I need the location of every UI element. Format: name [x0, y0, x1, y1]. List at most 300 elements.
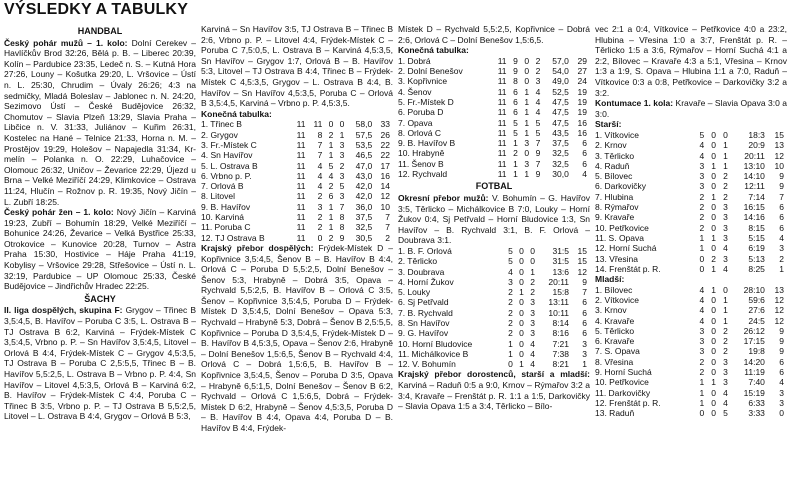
table-row	[595, 264, 787, 274]
stat-cell: 4	[317, 170, 323, 181]
stat-cell: 13:10	[743, 160, 765, 171]
table-row	[201, 171, 393, 181]
team-name-cell: 12. TJ Ostrava B	[201, 232, 265, 243]
stat-cell: 4	[535, 96, 541, 107]
team-name-cell: 3. Kopřivnice	[398, 76, 448, 87]
stat-cell: 9	[779, 336, 784, 347]
table-row	[595, 326, 787, 336]
stat-cell: 5	[723, 408, 728, 419]
stat-cell: 6	[582, 148, 587, 159]
stat-cell: 5	[508, 245, 513, 256]
stat-cell: 43,5	[552, 127, 569, 138]
team-name-cell: 10. Petřkovice	[595, 377, 649, 388]
text-chess-regional: Frýdek-Místek D – Kopřivnice 3,5:4,5, Šenov B – B. Havířov B 4:4, Orlová C – Poruba D 5,5:2,5, Dolní Benešov – Šenov 5:3, Hrabyně – Dobrá 3:5, Opava – Rychvald 5,5:2,5, B. Havířov B – Orlová C 3:5, Šenov – Kopřivnice 3,5:4,5, Poruba D – Frýdek-Místek D 3,5:4,5, Dolní Benešov – Opava 5:3, Rychvald – Hrabyně 5:3, Dobrá – Šenov B 2,5:5,5, Kopřivnice – Poruba D 3,5:4,5, Frýdek-Místek D – B. Havířov B 4,5:3,5, Opava – Šenov 2:6, Hrabyně – Dolní Benešov 1,5:6,5, Šenov B – Rychvald 4:4, Orlová C – Dobrá 1,5:6,5, B. Havířov B – Kopřivnice 3,5:4,5, Šenov – Poruba D 3:5, Opava – Hrabyně 6,5:1,5, Dolní Benešov – Šenov B 6:2, Rychvald – Orlová C 1,5:6,5, Dobrá – Frýdek-Místek D 6:2, Hrabyně – Šenov 4,5:3,5, Poruba D – B. Havířov B 4:4, Opava 4:4, Poruba D – B. Havířov B 4:4, Frýdek-	[201, 242, 393, 433]
stat-cell: 1	[524, 117, 530, 128]
stat-cell: 0	[711, 408, 716, 419]
stat-cell: 2	[723, 325, 728, 336]
stat-cell: 6	[582, 307, 587, 318]
stat-cell: 0	[519, 245, 524, 256]
stat-cell: 4	[530, 338, 536, 349]
stat-cell: 3	[779, 243, 784, 254]
team-name-cell: 6. Sj Petřvald	[398, 297, 449, 308]
table-row	[398, 256, 590, 266]
table-row	[595, 171, 787, 181]
stat-cell: 8:14	[552, 317, 570, 328]
stat-cell: 22	[380, 150, 390, 161]
lead-football-youth: Krajský přebor dorostenců, starší a mladší:	[398, 369, 590, 380]
table-row	[398, 339, 590, 349]
stat-cell: 10	[774, 160, 784, 171]
lead-forfeit: Kontumace 1. kola:	[595, 98, 674, 109]
stat-cell: 8	[513, 76, 518, 87]
stat-cell: 33	[380, 119, 390, 130]
table-row	[398, 97, 590, 107]
stat-cell: 11	[296, 129, 306, 140]
stat-cell: 0	[711, 171, 716, 182]
team-name-cell: 2. Dolní Benešov	[398, 66, 463, 77]
standings-table-football-district	[398, 246, 590, 370]
table-row	[595, 367, 787, 377]
stat-cell: 16	[577, 117, 587, 128]
paragraph-football-district	[398, 193, 590, 246]
standings-table-older	[595, 130, 787, 274]
stat-cell: 13	[774, 284, 784, 295]
table-row	[398, 349, 590, 359]
stat-cell: 9	[779, 325, 784, 336]
stat-cell: 5	[535, 127, 541, 138]
table-heading-chess-league: Konečná tabulka:	[201, 108, 272, 119]
stat-cell: 37,5	[355, 212, 373, 223]
table-row	[398, 148, 590, 158]
stat-cell: 19	[577, 86, 587, 97]
column-2	[201, 24, 393, 476]
stat-cell: 4	[317, 181, 323, 192]
stat-cell: 3	[582, 338, 587, 349]
stat-cell: 11	[497, 86, 507, 97]
stat-cell: 2	[723, 171, 728, 182]
stat-cell: 0	[519, 328, 524, 339]
table-row	[595, 192, 787, 202]
stat-cell: 11	[296, 222, 306, 233]
stat-cell: 11	[497, 66, 507, 77]
table-row	[595, 285, 787, 295]
stat-cell: 3	[723, 377, 728, 388]
stat-cell: 6	[582, 158, 587, 169]
team-name-cell: 7. Hlubina	[595, 191, 634, 202]
stat-cell: 14	[380, 181, 390, 192]
team-name-cell: 11. Šenov B	[398, 158, 444, 169]
team-name-cell: 12. Horní Suchá	[595, 243, 657, 254]
table-row	[595, 130, 787, 140]
stat-cell: 11	[313, 119, 323, 130]
standings-table-chess-regional	[398, 56, 590, 180]
stat-cell: 5	[513, 117, 518, 128]
stat-cell: 2	[535, 55, 541, 66]
lead-chess-league: II. liga dospělých, skupina F:	[4, 305, 123, 316]
stat-cell: 9	[513, 55, 518, 66]
stat-cell: 1	[328, 212, 334, 223]
stat-cell: 0	[711, 222, 716, 233]
stat-cell: 1	[519, 359, 524, 370]
team-name-cell: 1. Vítkovice	[595, 129, 639, 140]
table-row	[201, 222, 393, 232]
stat-cell: 20:11	[744, 150, 765, 161]
stat-cell: 1	[519, 287, 524, 298]
stat-cell: 57,5	[355, 129, 373, 140]
stat-cell: 3	[723, 253, 728, 264]
column-1	[4, 24, 196, 476]
table-row	[595, 408, 787, 418]
table-row	[595, 295, 787, 305]
stat-cell: 3	[723, 202, 728, 213]
stat-cell: 31:5	[552, 245, 570, 256]
stat-cell: 47,5	[552, 96, 569, 107]
stat-cell: 5	[508, 256, 513, 267]
stat-cell: 28:10	[743, 284, 765, 295]
stat-cell: 16	[577, 127, 587, 138]
stat-cell: 2	[535, 66, 541, 77]
stat-cell: 3	[699, 171, 705, 182]
team-name-cell: 11. Poruba C	[201, 222, 251, 233]
stat-cell: 5:13	[748, 253, 765, 264]
team-name-cell: 14. Frenštát p. R.	[595, 263, 661, 274]
stat-cell: 47,5	[552, 107, 569, 118]
section-heading-sachy: ŠACHY	[84, 293, 116, 304]
stat-cell: 0	[711, 140, 716, 151]
table-row	[595, 223, 787, 233]
stat-cell: 7	[779, 191, 784, 202]
stat-cell: 1	[711, 263, 716, 274]
stat-cell: 1	[328, 201, 334, 212]
stat-cell: 0	[723, 284, 728, 295]
stat-cell: 9	[779, 171, 784, 182]
stat-cell: 0	[519, 297, 524, 308]
team-name-cell: 9. B. Havířov B	[398, 138, 456, 149]
stat-cell: 6	[513, 86, 518, 97]
team-name-cell: 11. Darkovičky	[595, 387, 651, 398]
stat-cell: 3	[530, 317, 536, 328]
table-row	[595, 202, 787, 212]
stat-cell: 0	[711, 336, 716, 347]
stat-cell: 42,0	[355, 191, 373, 202]
stat-cell: 6	[513, 96, 518, 107]
stat-cell: 59:6	[748, 294, 765, 305]
table-row	[398, 328, 590, 338]
stat-cell: 19:8	[748, 346, 765, 357]
stat-cell: 0	[711, 243, 716, 254]
table-row	[398, 287, 590, 297]
stat-cell: 0	[779, 408, 784, 419]
team-name-cell: 4. Kravaře	[595, 315, 635, 326]
stat-cell: 3	[339, 191, 345, 202]
stat-cell: 22	[380, 139, 390, 150]
team-name-cell: 3. Těrlicko	[595, 150, 635, 161]
stat-cell: 3	[317, 201, 323, 212]
stat-cell: 6	[779, 356, 784, 367]
team-name-cell: 7. S. Opava	[595, 346, 640, 357]
stat-cell: 11	[296, 201, 306, 212]
stat-cell: 7	[535, 158, 541, 169]
stat-cell: 14:10	[743, 171, 765, 182]
stat-cell: 17:15	[743, 336, 765, 347]
team-name-cell: 4. Sn Havířov	[201, 150, 253, 161]
stat-cell: 11	[497, 138, 507, 149]
team-name-cell: 13. Raduň	[595, 408, 635, 419]
stat-cell: 7	[535, 138, 541, 149]
stat-cell: 2	[339, 160, 345, 171]
stat-cell: 4	[699, 294, 705, 305]
stat-cell: 1	[524, 96, 530, 107]
stat-cell: 7	[385, 212, 390, 223]
table-row	[398, 246, 590, 256]
stat-cell: 6	[779, 212, 784, 223]
stat-cell: 2	[317, 222, 323, 233]
stat-cell: 4	[723, 397, 728, 408]
stat-cell: 1	[723, 315, 728, 326]
stat-cell: 12	[577, 266, 587, 277]
paragraph-football-youth	[398, 369, 590, 411]
stat-cell: 32,5	[355, 222, 373, 233]
stat-cell: 0	[711, 346, 716, 357]
stat-cell: 3	[524, 138, 530, 149]
stat-cell: 19	[577, 96, 587, 107]
team-name-cell: 12. V. Bohumín	[398, 359, 456, 370]
stat-cell: 8	[339, 222, 345, 233]
stat-cell: 0	[711, 367, 716, 378]
stat-cell: 9	[513, 66, 518, 77]
stat-cell: 3	[339, 150, 345, 161]
stat-cell: 1	[711, 232, 716, 243]
team-name-cell: 3. Krnov	[595, 305, 627, 316]
stat-cell: 1	[699, 243, 705, 254]
stat-cell: 2	[508, 328, 513, 339]
stat-cell: 1	[339, 129, 345, 140]
stat-cell: 3	[723, 356, 728, 367]
paragraph-chess-regional	[201, 243, 393, 434]
stat-cell: 11	[497, 55, 507, 66]
table-row	[201, 161, 393, 171]
stat-cell: 0	[711, 150, 716, 161]
stat-cell: 15:19	[743, 387, 765, 398]
stat-cell: 4	[723, 263, 728, 274]
stat-cell: 2	[508, 317, 513, 328]
stat-cell: 57,0	[552, 55, 569, 66]
stat-cell: 12	[774, 315, 784, 326]
table-row	[398, 87, 590, 97]
stat-cell: 0	[711, 325, 716, 336]
table-row	[398, 159, 590, 169]
team-name-cell: 9. Kravaře	[595, 212, 635, 223]
stat-cell: 3	[699, 325, 705, 336]
table-row	[595, 243, 787, 253]
table-row	[201, 181, 393, 191]
table-row	[595, 346, 787, 356]
column-4	[595, 24, 787, 476]
stat-cell: 0	[699, 253, 705, 264]
stat-cell: 4	[530, 359, 536, 370]
stat-cell: 0	[711, 305, 716, 316]
stat-cell: 0	[530, 256, 536, 267]
table-row	[201, 119, 393, 129]
table-heading-younger: Mladší:	[595, 274, 625, 285]
table-row	[398, 128, 590, 138]
stat-cell: 4	[582, 169, 587, 180]
stat-cell: 1	[508, 348, 513, 359]
team-name-cell: 12. Rychvald	[398, 169, 448, 180]
stat-cell: 3	[723, 367, 728, 378]
stat-cell: 7	[582, 287, 587, 298]
stat-cell: 9	[535, 148, 541, 159]
team-name-cell: 9. Horní Suchá	[595, 367, 652, 378]
stat-cell: 1	[582, 359, 587, 370]
stat-cell: 8	[317, 129, 323, 140]
stat-cell: 9	[339, 232, 345, 243]
team-name-cell: 8. Rýmařov	[595, 202, 639, 213]
stat-cell: 11	[497, 107, 507, 118]
stat-cell: 4	[699, 284, 705, 295]
stat-cell: 1	[513, 138, 518, 149]
stat-cell: 1	[711, 284, 716, 295]
stat-cell: 54,0	[552, 66, 569, 77]
stat-cell: 11	[497, 127, 507, 138]
stat-cell: 0	[723, 129, 728, 140]
team-name-cell: 2. Vítkovice	[595, 294, 639, 305]
stat-cell: 13:11	[548, 297, 570, 308]
stat-cell: 3	[699, 181, 705, 192]
stat-cell: 37,5	[552, 138, 569, 149]
stat-cell: 3	[723, 222, 728, 233]
stat-cell: 27	[577, 66, 587, 77]
stat-cell: 11	[296, 150, 306, 161]
stat-cell: 0	[524, 66, 530, 77]
stat-cell: 6	[582, 138, 587, 149]
stat-cell: 5:15	[748, 232, 765, 243]
stat-cell: 6:19	[748, 243, 765, 254]
stat-cell: 6	[779, 202, 784, 213]
text-football-youth: Karviná – Raduň 0:5 a 9:0, Krnov – Rýmařov 3:2 a 3:4, Kravaře – Frenštát p. R. 1:1 a 1:5, Darkovičky – Slavia Opava 1:5 a 3:4, Těrlicko – Bílo-	[398, 380, 590, 412]
stat-cell: 0	[519, 256, 524, 267]
table-heading-chess-regional: Konečná tabulka:	[398, 45, 469, 56]
team-name-cell: 7. B. Rychvald	[398, 307, 453, 318]
stat-cell: 13:6	[552, 266, 570, 277]
table-row	[398, 76, 590, 86]
table-row	[201, 191, 393, 201]
stat-cell: 0	[508, 359, 513, 370]
stat-cell: 7:38	[552, 348, 570, 359]
table-row	[398, 308, 590, 318]
table-row	[398, 56, 590, 66]
stat-cell: 1	[530, 266, 536, 277]
stat-cell: 11	[296, 139, 306, 150]
stat-cell: 31:5	[552, 256, 570, 267]
stat-cell: 11	[296, 232, 306, 243]
team-name-cell: 4. Horní Žukov	[398, 276, 454, 287]
stat-cell: 6	[582, 317, 587, 328]
lead-chess-regional: Krajský přebor dospělých:	[201, 242, 314, 253]
table-row	[595, 305, 787, 315]
stat-cell: 12	[774, 294, 784, 305]
stat-cell: 7:14	[748, 191, 765, 202]
stat-cell: 2	[508, 287, 513, 298]
table-row	[595, 181, 787, 191]
stat-cell: 4	[699, 140, 705, 151]
stat-cell: 3	[535, 76, 541, 87]
table-row	[398, 107, 590, 117]
table-row	[398, 118, 590, 128]
stat-cell: 2	[723, 336, 728, 347]
stat-cell: 1	[699, 387, 705, 398]
team-name-cell: 1. Bílovec	[595, 284, 633, 295]
stat-cell: 2	[723, 181, 728, 192]
paragraph-chess-regional-cont: Místek D – Rychvald 5,5:2,5, Kopřivnice – Dobrá 2:6, Orlová C – Dolní Benešov 1,5:6,5.	[398, 24, 590, 45]
stat-cell: 5	[535, 117, 541, 128]
stat-cell: 7:21	[552, 338, 570, 349]
stat-cell: 11	[497, 169, 507, 180]
stat-cell: 0	[711, 294, 716, 305]
stat-cell: 11	[296, 212, 306, 223]
stat-cell: 7	[317, 150, 323, 161]
team-name-cell: 4. Šenov	[398, 86, 432, 97]
lead-football-district: Okresní přebor mužů:	[398, 192, 489, 203]
table-row	[595, 161, 787, 171]
stat-cell: 2	[530, 287, 536, 298]
team-name-cell: 6. Darkovičky	[595, 181, 647, 192]
table-row	[595, 254, 787, 264]
stat-cell: 30,5	[355, 232, 373, 243]
stat-cell: 1	[711, 191, 716, 202]
stat-cell: 0	[711, 387, 716, 398]
table-row	[398, 318, 590, 328]
stat-cell: 53,5	[355, 139, 373, 150]
stat-cell: 8:15	[748, 222, 765, 233]
stat-cell: 11	[296, 191, 306, 202]
text-cup-women: Nový Jičín – Karviná 19:23, Zubří – Bohumín 18:29, Velké Meziříčí – Bohunice 24:26, Ževarice – Velká Bystřice 25:33, Otrokovice – Kunovice 20:28, Turnov – Astra Praha 15:30, Hostivice – Háje Praha 41:19, Kobylisy – Vršovice 29:28, Střešovice – Ústí n. L. 32:19, Pardubice – UP Olomouc 25:33, České Budějovice – Jindřichův Hradec 22:25.	[4, 207, 196, 292]
stat-cell: 3	[723, 232, 728, 243]
stat-cell: 0	[711, 129, 716, 140]
stat-cell: 4	[530, 348, 536, 359]
stat-cell: 2	[328, 129, 334, 140]
text-cup-men: Dolní Cerekev – Havlíčkův Brod 32:26, Bělá p. B. – Liberec 20:39, Kolín – Pardubice 23:35, Ledeč n. S. – Kutná Hora 27:26, Louny – Košutka 29:20, L. Vršovice – Ústí n. L. 25:30, Chrudim – Úvaly 26:26; 4:3 na sedmičky, Mladá Boleslav – Jablonec n. N. 24:20, Sezimovo Ústí – České Budějovice 26:32, Chomutov – Slavia Plzeň 13:29, Slavia Praha – Libčice n. V. 31:33, Juliánov – Kuřim 26:31, Kostelec na Hané – Telnice 21:33, Horna n. M. – Prostějov 19:29, Holešov – Napajedla 31:34, Kr- melín – Polanka n. O. 22:29, Luhačovice – Olomouc 26:32, Uničov – Ževarice 22:29, Újezd u Brna – Velké Meziříčí 24:29, Klimkovice – Ostrava 11:24, Hlučín – Rožnov p. R. 19:35, Nový Jičín – L. Zubří 18:25.	[4, 37, 196, 207]
stat-cell: 0	[328, 119, 334, 130]
stat-cell: 0	[519, 317, 524, 328]
stat-cell: 43,0	[355, 170, 373, 181]
stat-cell: 0	[711, 212, 716, 223]
table-row	[595, 398, 787, 408]
table-row	[398, 66, 590, 76]
stat-cell: 1	[723, 294, 728, 305]
stat-cell: 2	[385, 232, 390, 243]
stat-cell: 1	[711, 377, 716, 388]
stat-cell: 0	[519, 276, 524, 287]
stat-cell: 8:21	[552, 359, 570, 370]
stat-cell: 1	[508, 338, 513, 349]
columns	[4, 24, 788, 476]
stat-cell: 4	[535, 86, 541, 97]
stat-cell: 1	[328, 139, 334, 150]
table-row	[595, 151, 787, 161]
team-name-cell: 2. Krnov	[595, 140, 627, 151]
stat-cell: 1	[723, 150, 728, 161]
stat-cell: 16:15	[743, 202, 765, 213]
stat-cell: 32,5	[552, 158, 569, 169]
stat-cell: 11:19	[744, 367, 765, 378]
table-row	[398, 297, 590, 307]
stat-cell: 42,0	[355, 181, 373, 192]
stat-cell: 0	[699, 408, 705, 419]
stat-cell: 2	[317, 212, 323, 223]
stat-cell: 11	[296, 181, 306, 192]
stat-cell: 5	[339, 181, 345, 192]
